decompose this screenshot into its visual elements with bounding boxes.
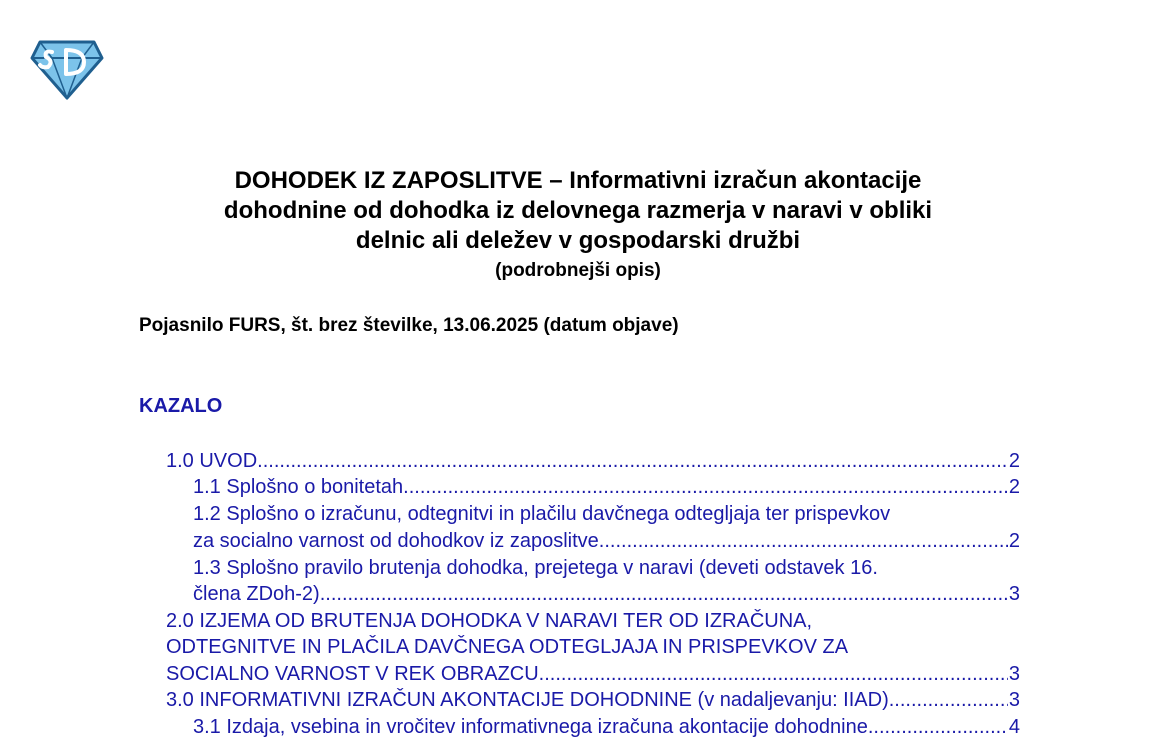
toc-entry[interactable]	[193, 581, 1020, 607]
toc-entry-label: 1.0 UVOD	[166, 450, 258, 472]
toc-entry-label: 1.1 Splošno o bonitetah	[193, 476, 404, 498]
toc-leader-dots	[257, 448, 1008, 474]
toc-entry-page: 3	[1008, 689, 1020, 711]
toc-leader-dots	[320, 581, 1008, 607]
toc-entry-page: 4	[1008, 716, 1020, 738]
toc-entry[interactable]	[193, 714, 1020, 740]
toc-leader-dots	[403, 474, 1008, 500]
toc-entry-label: 1.2 Splošno o izračunu, odtegnitvi in plačilu davčnega odtegljaja ter prispevkov	[193, 503, 891, 525]
toc-entry[interactable]	[166, 448, 1020, 474]
document-meta: Pojasnilo FURS, št. brez številke, 13.06.2025 (datum objave)	[139, 315, 679, 336]
toc-leader-dots	[889, 687, 1008, 713]
title-line-1: DOHODEK IZ ZAPOSLITVE – Informativni izračun akontacije	[234, 167, 922, 194]
title-line-2: dohodnine od dohodka iz delovnega razmerja v naravi v obliki	[223, 197, 933, 224]
document-subtitle: (podrobnejši opis)	[495, 260, 661, 281]
document-title	[120, 166, 1036, 256]
toc-entry-page: 3	[1008, 583, 1020, 605]
toc-entry-label: SOCIALNO VARNOST V REK OBRAZCU	[166, 663, 539, 685]
toc-leader-dots	[868, 714, 1008, 740]
toc-entry[interactable]	[193, 555, 1020, 581]
furs-logo	[30, 40, 104, 100]
toc-heading: KAZALO	[139, 395, 223, 417]
toc-entry-label: 1.3 Splošno pravilo brutenja dohodka, prejetega v naravi (deveti odstavek 16.	[193, 557, 878, 579]
toc-entry-page: 3	[1008, 663, 1020, 685]
toc-entry-page: 2	[1008, 450, 1020, 472]
toc-entry-label: ODTEGNITVE IN PLAČILA DAVČNEGA ODTEGLJAJA IN PRISPEVKOV ZA	[166, 636, 849, 658]
toc-entry[interactable]	[166, 687, 1020, 713]
toc-entry-label: člena ZDoh-2)	[193, 583, 320, 605]
toc-entry-page: 2	[1008, 476, 1020, 498]
toc-entry-label: 3.0 INFORMATIVNI IZRAČUN AKONTACIJE DOHODNINE (v nadaljevanju: IIAD)	[166, 689, 889, 711]
title-line-3: delnic ali deležev v gospodarski družbi	[355, 227, 801, 254]
toc-entry[interactable]	[193, 501, 1020, 527]
toc-entry[interactable]	[166, 634, 1020, 660]
toc-entry-page: 2	[1008, 530, 1020, 552]
toc-entry[interactable]	[193, 528, 1020, 554]
toc-leader-dots	[539, 661, 1008, 687]
toc-entry-label: 2.0 IZJEMA OD BRUTENJA DOHODKA V NARAVI TER OD IZRAČUNA,	[166, 610, 813, 632]
toc-leader-dots	[599, 528, 1008, 554]
toc-entry[interactable]	[166, 661, 1020, 687]
toc-entry[interactable]	[193, 474, 1020, 500]
toc-entry-label: za socialno varnost od dohodkov iz zaposlitve	[193, 530, 599, 552]
toc-entry-label: 3.1 Izdaja, vsebina in vročitev informativnega izračuna akontacije dohodnine	[193, 716, 868, 738]
toc-entry[interactable]	[166, 608, 1020, 634]
